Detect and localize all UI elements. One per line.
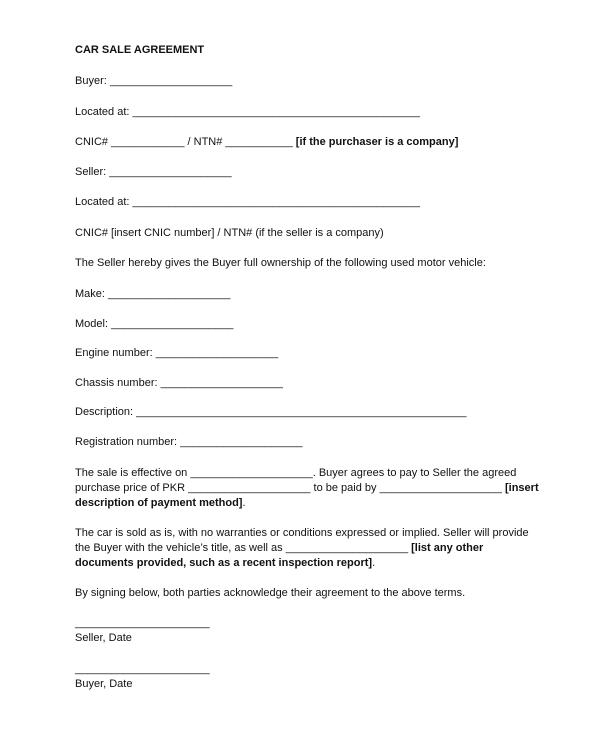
- seller-signature-label: Seller, Date: [75, 632, 132, 644]
- buyer-cnic-text: CNIC# ____________ / NTN# ___________: [75, 136, 296, 148]
- seller-location-field: Located at: _______________________________________________: [75, 196, 421, 208]
- effective-line-2: [75, 481, 563, 496]
- buyer-cnic-field: [75, 135, 458, 150]
- buyer-signature-label: Buyer, Date: [75, 678, 133, 690]
- effective-date-paragraph: [75, 466, 563, 511]
- payment-method-note: description of payment method]: [75, 497, 243, 509]
- as-is-line-3-end: .: [372, 557, 376, 569]
- as-is-line-1: The car is sold as is, with no warranties or conditions expressed or implied. Seller will provide: [75, 527, 529, 539]
- buyer-signature-line: ______________________: [75, 663, 210, 675]
- as-is-line-2: [75, 541, 563, 556]
- as-is-line-2-text: the Buyer with the vehicle’s title, as well as ____________________: [75, 542, 412, 554]
- ownership-statement: The Seller hereby gives the Buyer full ownership of the following used motor vehicle:: [75, 257, 486, 269]
- effective-line-2-text: purchase price of PKR ____________________ to be paid by ____________________: [75, 482, 505, 494]
- effective-line-3: [75, 496, 563, 511]
- document-title: CAR SALE AGREEMENT: [75, 44, 205, 56]
- model-field: Model: ____________________: [75, 318, 234, 330]
- effective-line-2-bold: [insert: [504, 482, 539, 494]
- buyer-cnic-note: [if the purchaser is a company]: [295, 136, 459, 148]
- buyer-field: Buyer: ____________________: [75, 75, 233, 87]
- effective-line-1: The sale is effective on ____________________. Buyer agrees to pay to Seller the agreed: [75, 467, 517, 479]
- effective-line-3-end: .: [242, 497, 246, 509]
- as-is-paragraph: [75, 526, 563, 571]
- as-is-line-3: [75, 556, 563, 571]
- seller-field: Seller: ____________________: [75, 166, 232, 178]
- as-is-line-2-bold: [list any other: [411, 542, 484, 554]
- agreement-statement: By signing below, both parties acknowledge their agreement to the above terms.: [75, 587, 466, 599]
- registration-number-field: Registration number: ____________________: [75, 436, 303, 448]
- chassis-number-field: Chassis number: ____________________: [75, 377, 283, 389]
- description-field: Description: ______________________________________________________: [75, 406, 467, 418]
- buyer-location-field: Located at: _______________________________________________: [75, 106, 421, 118]
- documents-note: documents provided, such as a recent inspection report]: [75, 557, 373, 569]
- seller-cnic-field: CNIC# [insert CNIC number] / NTN# (if the seller is a company): [75, 227, 384, 239]
- seller-signature-line: ______________________: [75, 617, 210, 629]
- make-field: Make: ____________________: [75, 288, 231, 300]
- engine-number-field: Engine number: ____________________: [75, 347, 279, 359]
